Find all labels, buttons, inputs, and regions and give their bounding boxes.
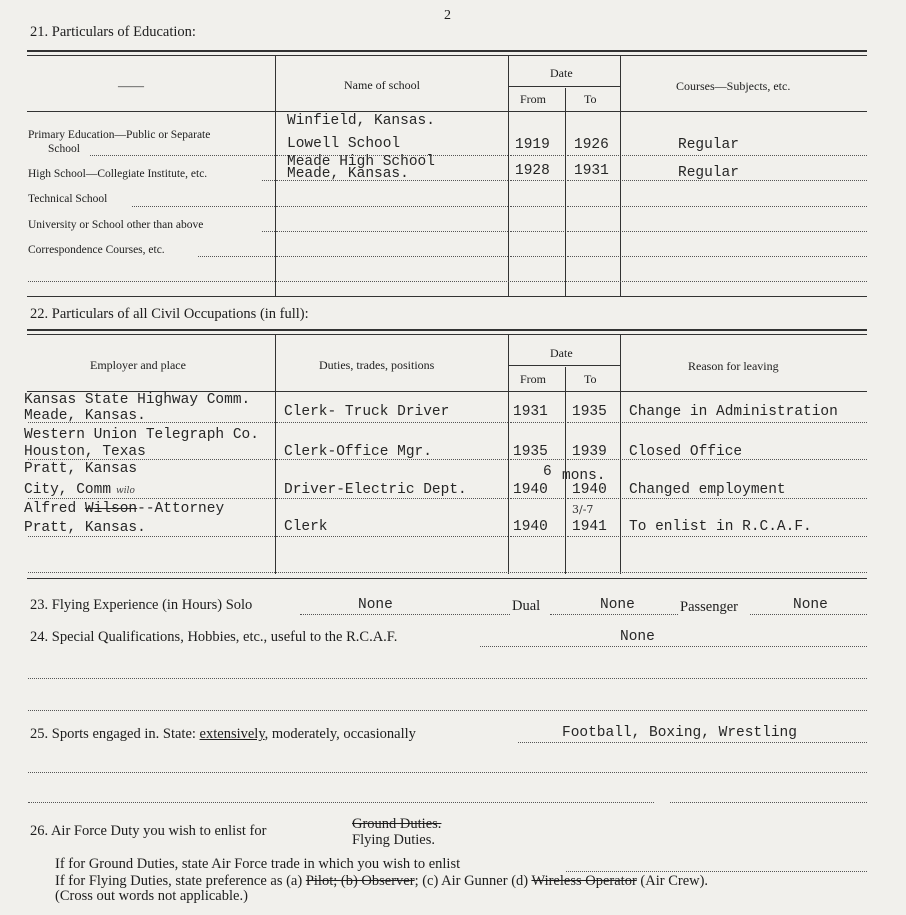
s21-col-to: To bbox=[584, 92, 597, 106]
s21-header-rule bbox=[27, 111, 867, 112]
s21-label-technical: Technical School bbox=[28, 193, 108, 205]
s22-col-to: To bbox=[584, 372, 597, 386]
s21-high-school-2: Meade, Kansas. bbox=[287, 166, 409, 182]
s22-r3-handwritten-note: wilo bbox=[116, 486, 135, 496]
s22-r4-to: 1941 bbox=[572, 519, 607, 535]
s21-date-rule bbox=[508, 86, 620, 87]
section-26-label: 26. Air Force Duty you wish to enlist for bbox=[30, 823, 267, 839]
s21-col-date: Date bbox=[550, 66, 573, 80]
s21-label-university: University or School other than above bbox=[28, 219, 204, 231]
s23-dual-label: Dual bbox=[512, 598, 541, 614]
s26-flying-duties: Flying Duties. bbox=[352, 832, 435, 848]
s22-r1-to: 1935 bbox=[572, 404, 607, 420]
s22-r3-to-note: mons. bbox=[562, 468, 606, 484]
s21-primary-from: 1919 bbox=[515, 137, 550, 153]
s21-primary-courses: Regular bbox=[678, 137, 739, 153]
s25-value: Football, Boxing, Wrestling bbox=[562, 725, 797, 741]
s22-r4-to-note: 3/-7 bbox=[572, 503, 594, 516]
s22-r3-employer-2: City, Comm bbox=[24, 482, 112, 498]
s21-col-blank: —— bbox=[118, 78, 144, 93]
s21-col-courses: Courses—Subjects, etc. bbox=[676, 79, 791, 93]
section-24-label: 24. Special Qualifications, Hobbies, etc., useful to the R.C.A.F. bbox=[30, 629, 398, 645]
s21-col-from: From bbox=[520, 92, 547, 106]
s26-line1: If for Ground Duties, state Air Force trade in which you wish to enlist bbox=[55, 856, 461, 872]
s21-primary-school-1: Winfield, Kansas. bbox=[287, 113, 435, 129]
section-22-title: 22. Particulars of all Civil Occupations (in full): bbox=[30, 306, 309, 322]
s23-dual-value: None bbox=[600, 597, 635, 613]
s21-label-primary-2: School bbox=[48, 143, 80, 155]
s22-bottom-rule bbox=[27, 578, 867, 579]
s21-label-high: High School—Collegiate Institute, etc. bbox=[28, 168, 208, 180]
s22-r3-duties: Driver-Electric Dept. bbox=[284, 482, 467, 498]
s22-col-divider bbox=[508, 335, 509, 574]
s21-top-rule-2 bbox=[27, 55, 867, 56]
s22-col-divider bbox=[620, 335, 621, 574]
s22-r2-to: 1939 bbox=[572, 444, 607, 460]
s22-col-reason: Reason for leaving bbox=[688, 359, 779, 373]
s22-r2-from: 1935 bbox=[513, 444, 548, 460]
page-number: 2 bbox=[444, 8, 451, 23]
section-23-label: 23. Flying Experience (in Hours) Solo bbox=[30, 597, 253, 613]
s23-solo-value: None bbox=[358, 597, 393, 613]
s21-label-correspondence: Correspondence Courses, etc. bbox=[28, 244, 165, 256]
s22-r2-duties: Clerk-Office Mgr. bbox=[284, 444, 432, 460]
s22-r3-from-note: 6 bbox=[543, 464, 552, 480]
s22-date-rule bbox=[508, 365, 620, 366]
s26-line2: If for Flying Duties, state preference as (a) Pilot; (b) Observer; (c) Air Gunner (d) Wireless Operator (Air Crew). bbox=[55, 873, 709, 889]
s21-col-divider bbox=[508, 56, 509, 296]
s22-r4-employer-2: Pratt, Kansas. bbox=[24, 520, 146, 536]
s23-passenger-value: None bbox=[793, 597, 828, 613]
s21-high-to: 1931 bbox=[574, 163, 609, 179]
s22-r4-employer-1: Alfred Wilson--Attorney bbox=[24, 501, 225, 517]
s21-primary-school-2: Lowell School bbox=[287, 136, 401, 152]
s23-passenger-label: Passenger bbox=[680, 599, 738, 615]
s21-high-school-1: Meade High School bbox=[287, 154, 435, 170]
s21-top-rule bbox=[27, 50, 867, 52]
s21-primary-to: 1926 bbox=[574, 137, 609, 153]
s21-high-from: 1928 bbox=[515, 163, 550, 179]
s22-r3-to: 1940 bbox=[572, 482, 607, 498]
s21-label-primary: Primary Education—Public or Separate bbox=[28, 129, 211, 141]
s21-high-courses: Regular bbox=[678, 165, 739, 181]
s26-ground-duties: Ground Duties. bbox=[352, 816, 442, 832]
s22-r3-reason: Changed employment bbox=[629, 482, 786, 498]
s21-col-divider bbox=[565, 88, 566, 296]
s22-col-from: From bbox=[520, 372, 547, 386]
s22-r1-duties: Clerk- Truck Driver bbox=[284, 404, 450, 420]
s22-top-rule bbox=[27, 329, 867, 331]
s22-col-date: Date bbox=[550, 346, 573, 360]
s22-r1-employer-2: Meade, Kansas. bbox=[24, 408, 146, 424]
section-21-title: 21. Particulars of Education: bbox=[30, 24, 196, 40]
s22-r2-employer-2: Houston, Texas bbox=[24, 444, 146, 460]
s22-col-employer: Employer and place bbox=[90, 358, 186, 372]
s22-r1-reason: Change in Administration bbox=[629, 404, 838, 420]
s24-value: None bbox=[620, 629, 655, 645]
s22-r2-employer-1: Western Union Telegraph Co. bbox=[24, 427, 259, 443]
s21-col-name: Name of school bbox=[344, 78, 420, 92]
s22-r1-employer-1: Kansas State Highway Comm. bbox=[24, 392, 251, 408]
s22-col-divider bbox=[275, 335, 276, 574]
s21-bottom-rule bbox=[27, 296, 867, 297]
s21-col-divider bbox=[275, 56, 276, 296]
section-25-label: 25. Sports engaged in. State: extensively, moderately, occasionally bbox=[30, 726, 416, 742]
s21-col-divider bbox=[620, 56, 621, 296]
s22-r3-from: 1940 bbox=[513, 482, 548, 498]
s22-r2-reason: Closed Office bbox=[629, 444, 743, 460]
s22-r4-from: 1940 bbox=[513, 519, 548, 535]
s22-r3-employer-1: Pratt, Kansas bbox=[24, 461, 138, 477]
s22-r4-duties: Clerk bbox=[284, 519, 328, 535]
s22-top-rule-2 bbox=[27, 334, 867, 335]
s22-col-duties: Duties, trades, positions bbox=[319, 358, 435, 372]
s22-r4-reason: To enlist in R.C.A.F. bbox=[629, 519, 812, 535]
s22-r1-from: 1931 bbox=[513, 404, 548, 420]
s26-line3: (Cross out words not applicable.) bbox=[55, 888, 248, 904]
